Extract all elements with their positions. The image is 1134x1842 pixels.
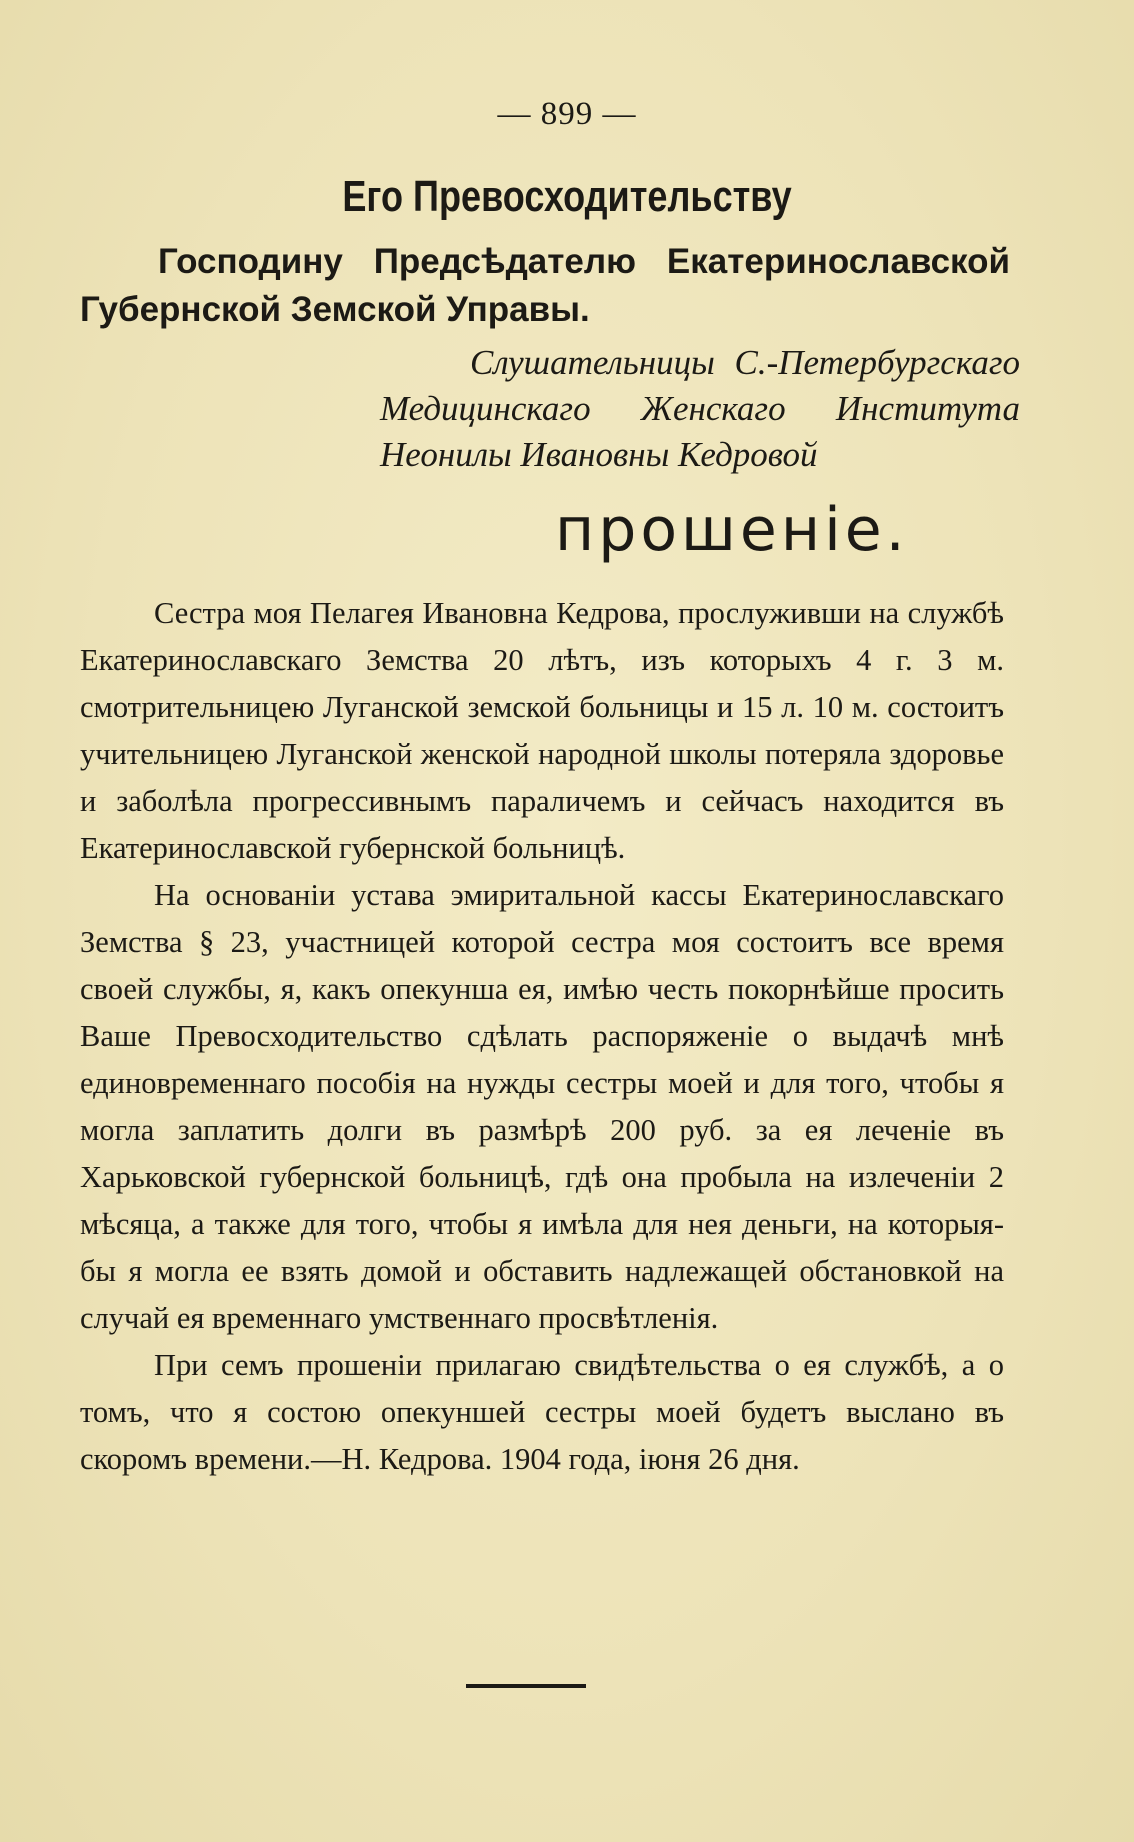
closing-rule <box>466 1684 586 1688</box>
petition-body <box>80 590 1004 1483</box>
page-number: — 899 — <box>497 96 637 132</box>
salutation-heading: Его Превосходительству <box>342 172 792 221</box>
addressee-line: Господину Предсѣдателю Екатеринославской Губернской Земской Управы. <box>80 242 1010 329</box>
petitioner-line: Слушательницы С.-Петербургскаго Медицинскаго Женскаго Института Неонилы Ивановны Кедровой <box>380 343 1020 474</box>
paragraph: На основаніи устава эмиритальной кассы Екатеринославскаго Земства § 23, участницей которой сестра моя состоитъ все время своей службы, я, какъ опекунша ея, имѣю честь покорнѣйше просить Ваше Превосходительство сдѣлать распоряженіе о выдачѣ мнѣ единовременнаго пособія на нужды сестры моей и для того, чтобы я могла заплатить долги въ размѣрѣ 200 руб. за ея леченіе въ Харьковской губернской больницѣ, гдѣ она пробыла на излеченіи 2 мѣсяца, а также для того, чтобы я имѣла для нея деньги, на которыя-бы я могла ее взять домой и обставить надлежащей обстановкой на случай ея временнаго умственнаго просвѣтленія. <box>80 878 1004 1335</box>
document-title: прошеніе. <box>555 495 909 565</box>
paragraph: При семъ прошеніи прилагаю свидѣтельства о ея службѣ, а о томъ, что я состою опекуншей сестры моей будетъ выслано въ скоромъ времени.—Н. Кедрова. 1904 года, іюня 26 дня. <box>80 1348 1004 1476</box>
paragraph: Сестра моя Пелагея Ивановна Кедрова, прослуживши на службѣ Екатеринославскаго Земства 20 лѣтъ, изъ которыхъ 4 г. 3 м. смотрительницею Луганской земской больницы и 15 л. 10 м. состоитъ учительницею Луганской женской народной школы потеряла здоровье и заболѣла прогрессивнымъ параличемъ и сейчасъ находится въ Екатеринославской губернской больницѣ. <box>80 596 1004 865</box>
